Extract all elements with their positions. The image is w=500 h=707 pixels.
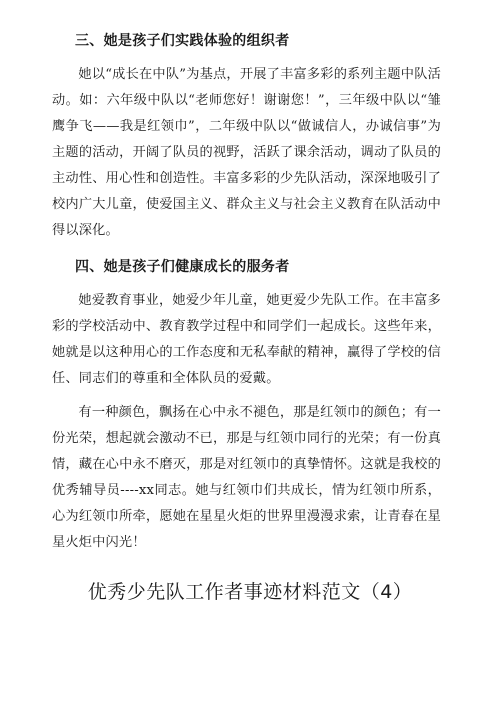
section-3-paragraph: 她以“成长在中队”为基点，开展了丰富多彩的系列主题中队活动。如：六年级中队以“老师您好！谢谢您！”，三年级中队以“雏鹰争飞——我是红领巾”，二年级中队以“做诚信人，办诚信事”为主题的活动，开阔了队员的视野，活跃了课余活动，调动了队员的主动性、用心性和创造性。丰富多彩的少先队活动，深深地吸引了校内广大儿童，使爱国主义、群众主义与社会主义教育在队活动中得以深化。 bbox=[52, 67, 441, 238]
section-4-paragraph-1: 她爱教育事业，她爱少年儿童，她更爱少先队工作。在丰富多彩的学校活动中、教育教学过程中和同学们一起成长。这些年来，她就是以这种用心的工作态度和无私奉献的精神，赢得了学校的信任、同志们的尊重和全体队员的爱戴。 bbox=[52, 293, 441, 386]
section-4-paragraph-2: 有一种颜色，飘扬在心中永不褪色，那是红领巾的颜色；有一份光荣，想起就会激动不已，那是与红领巾同行的光荣；有一份真情，藏在心中永不磨灭，那是对红领巾的真挚情怀。这就是我校的优秀辅导员----xx同志。她与红领巾们共成长，情为红领巾所系，心为红领巾所牵，愿她在星星火炬的世界里漫漫求索，让青春在星星火炬中闪光！ bbox=[52, 405, 441, 550]
section-4-heading: 四、她是孩子们健康成长的服务者 bbox=[75, 259, 290, 275]
next-section-title: 优秀少先队工作者事迹材料范文（4） bbox=[87, 581, 413, 603]
section-3-heading: 三、她是孩子们实践体验的组织者 bbox=[75, 33, 290, 49]
